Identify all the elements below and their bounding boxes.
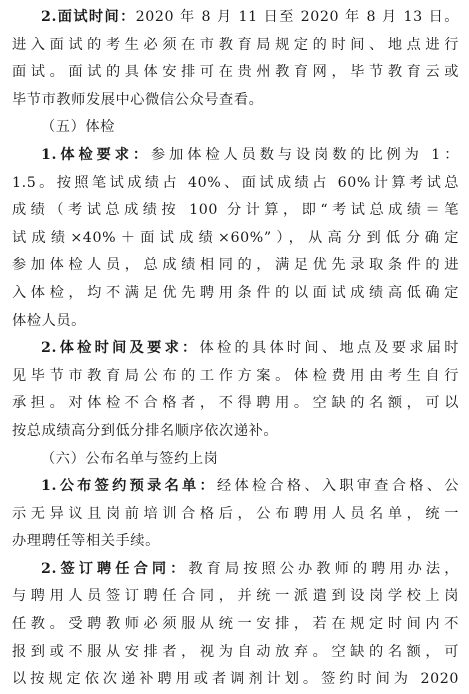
paragraph-line: 承担。对体检不合格者，不得聘用。空缺的名额，可以 [12,395,459,412]
paragraph-line [12,556,459,584]
paragraph-line: 参加体检人员，总成绩相同的，满足优先录取条件的进 [12,257,459,274]
paragraph-line: 示无异议且岗前培训合格后，公布聘用人员名单，统一 [12,505,459,522]
paragraph-text: 参加体检人员数与设岗数的比例为 1： [150,146,459,163]
paragraph-line: 面试。面试的具体安排可在贵州教育网，毕节教育云或 [12,64,459,81]
paragraph-line: 按总成绩高分到低分排名顺序依次递补。 [12,422,279,439]
paragraph-line: 1.5。按照笔试成绩占 40%、面试成绩占 60%计算考试总 [12,174,459,191]
paragraph-line [12,142,459,170]
paragraph-line: 报到或不服从安排者，视为自动放弃。空缺的名额，可 [12,643,459,660]
paragraph-text: 经体检合格、入职审查合格、公 [217,478,459,495]
paragraph-line: 成绩（考试总成绩按 100 分计算，即“考试总成绩＝笔 [12,202,459,219]
paragraph-line: 与聘用人员签订聘任合同，并统一派遣到设岗学校上岗 [12,588,459,605]
paragraph-line: 毕节市教师发展中心微信公众号查看。 [12,91,264,108]
paragraph-line: 任教。受聘教师必须服从统一安排，若在规定时间内不 [12,616,459,633]
paragraph-line [12,335,459,363]
exam-time-heading: 2.体检时间及要求： [41,340,200,357]
paragraph-text: 体检的具体时间、地点及要求届时 [199,340,459,357]
contract-heading: 2.签订聘任合同： [41,560,189,577]
paragraph-line: 体检人员。 [12,312,86,329]
paragraph-line: 见毕节市教育局公布的工作方案。体检费用由考生自行 [12,367,459,384]
paragraph-line: 进入面试的考生必须在市教育局规定的时间、地点进行 [12,36,459,53]
paragraph-line: 办理聘任等相关手续。 [12,533,160,550]
paragraph-line: 试成绩×40%＋面试成绩×60%”），从高分到低分确定 [12,229,459,246]
paragraph-line [12,4,459,32]
interview-time-heading: 2.面试时间： [41,9,136,25]
paragraph-text: 2020 年 8 月 11 日至 2020 年 8 月 13 日。 [135,9,459,25]
publish-list-heading: 1.公布签约预录名单： [41,478,217,495]
paragraph-text: 教育局按照公办教师的聘用办法， [188,560,459,577]
paragraph-line: 入体检，均不满足优先聘用条件的以面试成绩高低确定 [12,284,459,301]
section-heading: （六）公布名单与签约上岗 [41,450,219,467]
exam-requirement-heading: 1.体检要求： [41,146,151,163]
section-heading: （五）体检 [41,119,115,136]
paragraph-line: 以按规定依次递补聘用或者调剂计划。签约时间为 2020 [12,671,459,688]
paragraph-line [12,473,459,501]
